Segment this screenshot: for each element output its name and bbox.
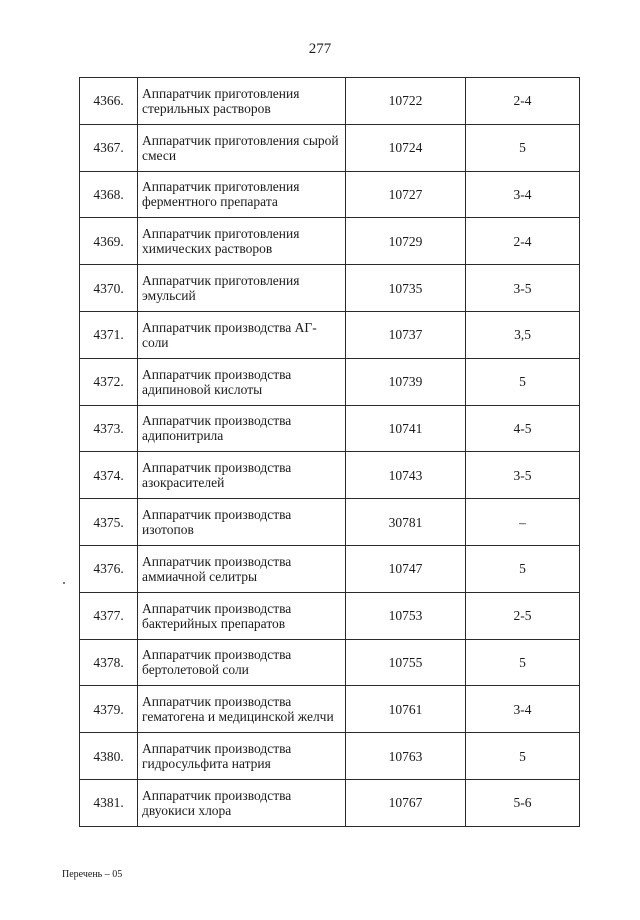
table-row (80, 779, 580, 826)
table-row (80, 452, 580, 499)
profession-code-cell: 30781 (346, 499, 466, 546)
profession-code-cell: 10747 (346, 545, 466, 592)
row-number-cell: 4367. (80, 124, 138, 171)
profession-code-cell: 10729 (346, 218, 466, 265)
profession-code-cell: 10739 (346, 358, 466, 405)
table-row (80, 358, 580, 405)
table-row (80, 124, 580, 171)
table-row (80, 639, 580, 686)
footer-note: Перечень – 05 (62, 869, 123, 880)
profession-name-cell: Аппаратчик производства азокрасителей (138, 452, 346, 499)
profession-code-cell: 10724 (346, 124, 466, 171)
row-number-cell: 4378. (80, 639, 138, 686)
row-number-cell: 4376. (80, 545, 138, 592)
category-cell: 3-4 (466, 171, 580, 218)
category-cell: – (466, 499, 580, 546)
row-number-cell: 4366. (80, 78, 138, 125)
row-number-cell: 4379. (80, 686, 138, 733)
profession-name-cell: Аппаратчик производства бертолетовой соли (138, 639, 346, 686)
profession-name-cell: Аппаратчик приготовления сырой смеси (138, 124, 346, 171)
category-cell: 4-5 (466, 405, 580, 452)
profession-code-cell: 10722 (346, 78, 466, 125)
row-number-cell: 4375. (80, 499, 138, 546)
table-row (80, 311, 580, 358)
table-row (80, 686, 580, 733)
profession-name-cell: Аппаратчик производства изотопов (138, 499, 346, 546)
profession-name-cell: Аппаратчик производства гематогена и медицинской желчи (138, 686, 346, 733)
profession-code-cell: 10741 (346, 405, 466, 452)
professions-table (79, 77, 580, 827)
table-row (80, 171, 580, 218)
category-cell: 5 (466, 545, 580, 592)
row-number-cell: 4369. (80, 218, 138, 265)
category-cell: 3-5 (466, 452, 580, 499)
profession-name-cell: Аппаратчик приготовления ферментного препарата (138, 171, 346, 218)
profession-name-cell: Аппаратчик производства адипонитрила (138, 405, 346, 452)
profession-name-cell: Аппаратчик производства двуокиси хлора (138, 779, 346, 826)
row-number-cell: 4374. (80, 452, 138, 499)
profession-code-cell: 10753 (346, 592, 466, 639)
row-number-cell: 4373. (80, 405, 138, 452)
category-cell: 5 (466, 733, 580, 780)
table-row (80, 405, 580, 452)
profession-name-cell: Аппаратчик производства бактерийных препаратов (138, 592, 346, 639)
row-number-cell: 4381. (80, 779, 138, 826)
table-row (80, 733, 580, 780)
table-row (80, 499, 580, 546)
profession-code-cell: 10743 (346, 452, 466, 499)
category-cell: 5-6 (466, 779, 580, 826)
category-cell: 3-4 (466, 686, 580, 733)
profession-name-cell: Аппаратчик приготовления эмульсий (138, 265, 346, 312)
category-cell: 5 (466, 639, 580, 686)
page-number: 277 (308, 41, 332, 57)
profession-code-cell: 10727 (346, 171, 466, 218)
table-row (80, 592, 580, 639)
profession-code-cell: 10735 (346, 265, 466, 312)
row-number-cell: 4368. (80, 171, 138, 218)
profession-name-cell: Аппаратчик приготовления стерильных растворов (138, 78, 346, 125)
category-cell: 2-4 (466, 218, 580, 265)
profession-code-cell: 10755 (346, 639, 466, 686)
table-row (80, 265, 580, 312)
table-body (80, 78, 580, 827)
profession-code-cell: 10763 (346, 733, 466, 780)
table-row (80, 218, 580, 265)
row-number-cell: 4371. (80, 311, 138, 358)
profession-name-cell: Аппаратчик производства гидросульфита натрия (138, 733, 346, 780)
category-cell: 5 (466, 358, 580, 405)
table-row (80, 78, 580, 125)
category-cell: 2-4 (466, 78, 580, 125)
margin-mark (63, 582, 65, 584)
category-cell: 5 (466, 124, 580, 171)
profession-name-cell: Аппаратчик производства адипиновой кислоты (138, 358, 346, 405)
profession-code-cell: 10761 (346, 686, 466, 733)
profession-code-cell: 10767 (346, 779, 466, 826)
profession-name-cell: Аппаратчик производства АГ-соли (138, 311, 346, 358)
profession-name-cell: Аппаратчик производства аммиачной селитры (138, 545, 346, 592)
profession-code-cell: 10737 (346, 311, 466, 358)
row-number-cell: 4372. (80, 358, 138, 405)
row-number-cell: 4370. (80, 265, 138, 312)
category-cell: 2-5 (466, 592, 580, 639)
profession-name-cell: Аппаратчик приготовления химических растворов (138, 218, 346, 265)
row-number-cell: 4377. (80, 592, 138, 639)
category-cell: 3,5 (466, 311, 580, 358)
table-row (80, 545, 580, 592)
row-number-cell: 4380. (80, 733, 138, 780)
category-cell: 3-5 (466, 265, 580, 312)
